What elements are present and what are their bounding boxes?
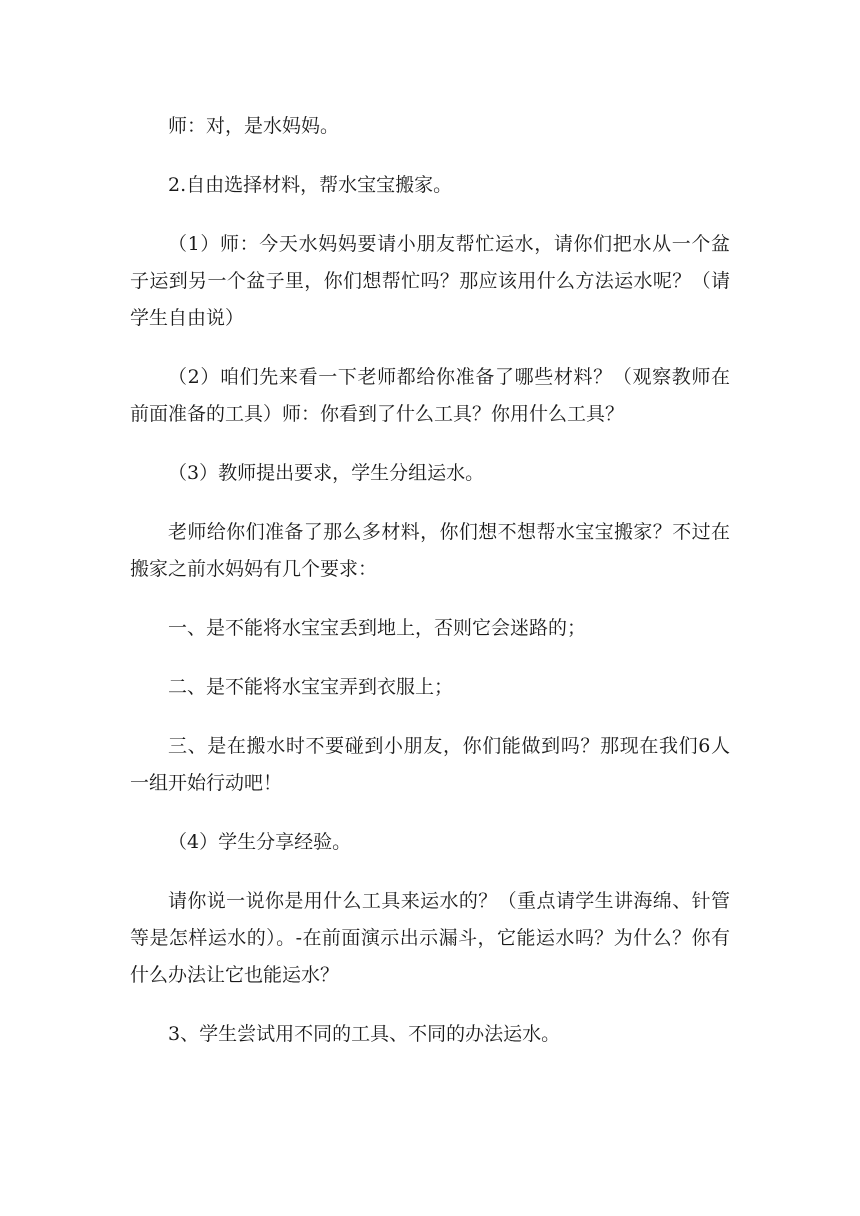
paragraph-substep-4: （4）学生分享经验。 [168,831,352,853]
paragraph-requirement-2: 二、是不能将水宝宝弄到衣服上； [168,676,454,698]
paragraph-share-experience: 请你说一说你是用什么工具来运水的？（重点请学生讲海绵、针管等是怎样运水的）。-在前面演示出示漏斗，它能运水吗？为什么？你有什么办法让它也能运水？ [130,890,730,986]
paragraph-step-2-heading: 2.自由选择材料，帮水宝宝搬家。 [168,174,453,196]
paragraph-teacher-reply: 师：对，是水妈妈。 [168,115,340,137]
paragraph-substep-3: （3）教师提出要求，学生分组运水。 [168,462,485,484]
paragraph-step-3-heading: 3、学生尝试用不同的工具、不同的办法运水。 [168,1023,561,1045]
paragraph-requirements-intro: 老师给你们准备了那么多材料，你们想不想帮水宝宝搬家？不过在搬家之前水妈妈有几个要求： [130,521,730,580]
paragraph-substep-1: （1）师：今天水妈妈要请小朋友帮忙运水，请你们把水从一个盆子运到另一个盆子里，你们想帮忙吗？那应该用什么方法运水呢？（请学生自由说） [130,233,730,329]
document-body [130,108,730,1075]
paragraph-requirement-3: 三、是在搬水时不要碰到小朋友，你们能做到吗？那现在我们6人一组开始行动吧！ [130,735,730,794]
paragraph-substep-2: （2）咱们先来看一下老师都给你准备了哪些材料？（观察教师在前面准备的工具）师：你看到了什么工具？你用什么工具？ [130,366,730,425]
paragraph-requirement-1: 一、是不能将水宝宝丢到地上，否则它会迷路的； [168,617,587,639]
